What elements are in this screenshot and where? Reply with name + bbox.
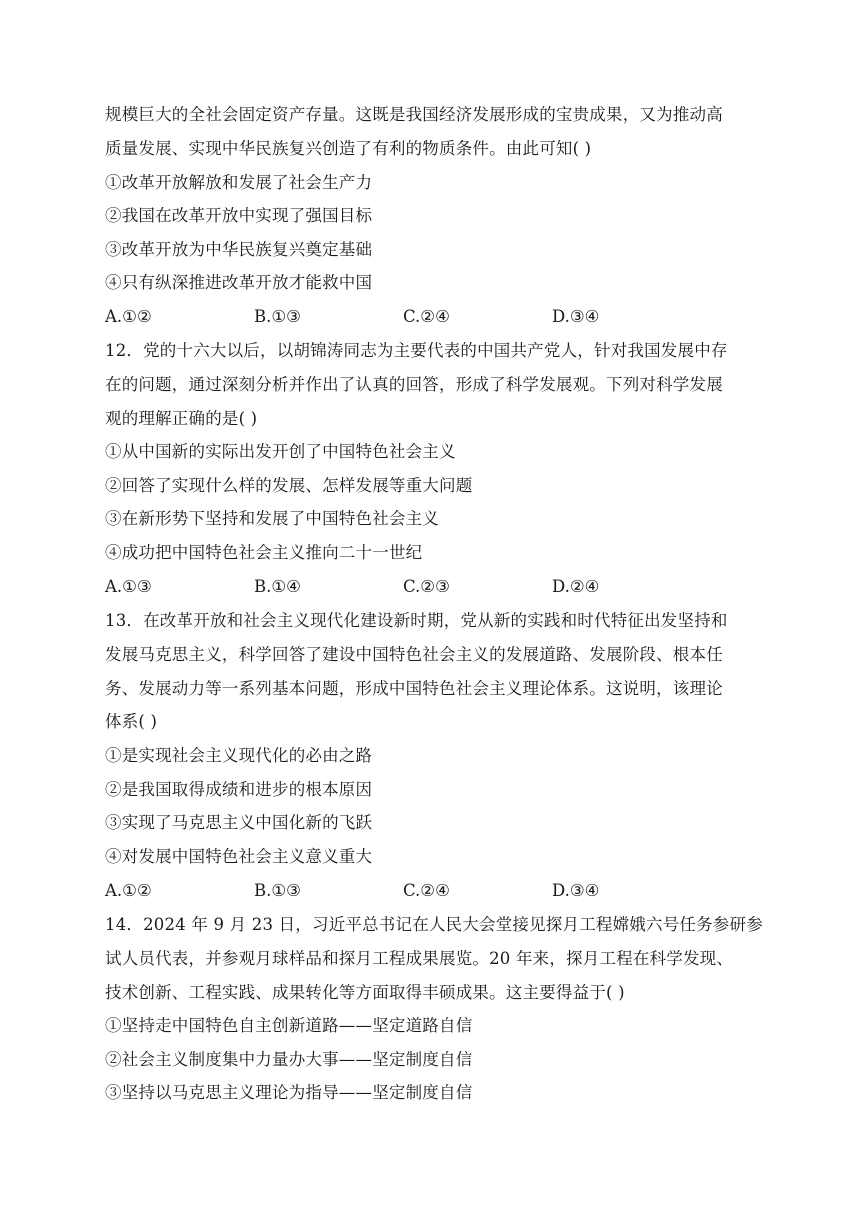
q12-option-d[interactable]: D.②④ <box>552 577 600 596</box>
q14-stem-line-3: 技术创新、工程实践、成果转化等方面取得丰硕成果。这主要得益于( ) <box>105 983 625 1002</box>
q12-stem-line-3: 观的理解正确的是( ) <box>105 409 258 428</box>
q14-statement-1: ①坚持走中国特色自主创新道路——坚定道路自信 <box>105 1016 473 1035</box>
q14-statement-2: ②社会主义制度集中力量办大事——坚定制度自信 <box>105 1050 473 1069</box>
q13-statement-2: ②是我国取得成绩和进步的根本原因 <box>105 780 373 799</box>
q12-option-c[interactable]: C.②③ <box>403 577 450 596</box>
q13-stem-line-4: 体系( ) <box>105 712 158 731</box>
q13-option-d[interactable]: D.③④ <box>552 881 600 900</box>
q14-stem-line-2: 试人员代表，并参观月球样品和探月工程成果展览。20 年来，探月工程在科学发现、 <box>105 949 734 968</box>
q11-option-c[interactable]: C.②④ <box>403 307 450 326</box>
q12-statement-1: ①从中国新的实际出发开创了中国特色社会主义 <box>105 442 456 461</box>
q12-stem-line-1: 12．党的十六大以后，以胡锦涛同志为主要代表的中国共产党人，针对我国发展中存 <box>105 341 728 360</box>
q13-option-b[interactable]: B.①③ <box>254 881 301 900</box>
q11-option-a[interactable]: A.①② <box>105 307 152 326</box>
q12-statement-3: ③在新形势下坚持和发展了中国特色社会主义 <box>105 509 439 528</box>
q13-statement-3: ③实现了马克思主义中国化新的飞跃 <box>105 813 373 832</box>
q11-statement-1: ①改革开放解放和发展了社会生产力 <box>105 173 373 192</box>
q11-statement-2: ②我国在改革开放中实现了强国目标 <box>105 206 373 225</box>
q13-stem-line-3: 务、发展动力等一系列基本问题，形成中国特色社会主义理论体系。这说明，该理论 <box>105 679 723 698</box>
q11-statement-3: ③改革开放为中华民族复兴奠定基础 <box>105 240 373 259</box>
q12-option-b[interactable]: B.①④ <box>254 577 301 596</box>
q12-statement-2: ②回答了实现什么样的发展、怎样发展等重大问题 <box>105 476 473 495</box>
q14-statement-3: ③坚持以马克思主义理论为指导——坚定制度自信 <box>105 1083 473 1102</box>
q11-stem-line-2: 质量发展、实现中华民族复兴创造了有利的物质条件。由此可知( ) <box>105 139 592 158</box>
q13-statement-1: ①是实现社会主义现代化的必由之路 <box>105 746 373 765</box>
q13-option-a[interactable]: A.①② <box>105 881 152 900</box>
q13-stem-line-1: 13．在改革开放和社会主义现代化建设新时期，党从新的实践和时代特征出发坚持和 <box>105 611 728 630</box>
q12-option-a[interactable]: A.①③ <box>105 577 152 596</box>
q12-stem-line-2: 在的问题，通过深刻分析并作出了认真的回答，形成了科学发展观。下列对科学发展 <box>105 375 723 394</box>
q11-option-d[interactable]: D.③④ <box>552 307 600 326</box>
q13-statement-4: ④对发展中国特色社会主义意义重大 <box>105 847 373 866</box>
q11-option-b[interactable]: B.①③ <box>254 307 301 326</box>
q13-option-c[interactable]: C.②④ <box>403 881 450 900</box>
q11-statement-4: ④只有纵深推进改革开放才能救中国 <box>105 273 373 292</box>
q12-statement-4: ④成功把中国特色社会主义推向二十一世纪 <box>105 543 423 562</box>
q14-stem-line-1: 14．2024 年 9 月 23 日，习近平总书记在人民大会堂接见探月工程嫦娥六号任务参研参 <box>105 915 763 934</box>
q13-stem-line-2: 发展马克思主义，科学回答了建设中国特色社会主义的发展道路、发展阶段、根本任 <box>105 645 723 664</box>
q11-stem-line-1: 规模巨大的全社会固定资产存量。这既是我国经济发展形成的宝贵成果，又为推动高 <box>105 105 723 124</box>
